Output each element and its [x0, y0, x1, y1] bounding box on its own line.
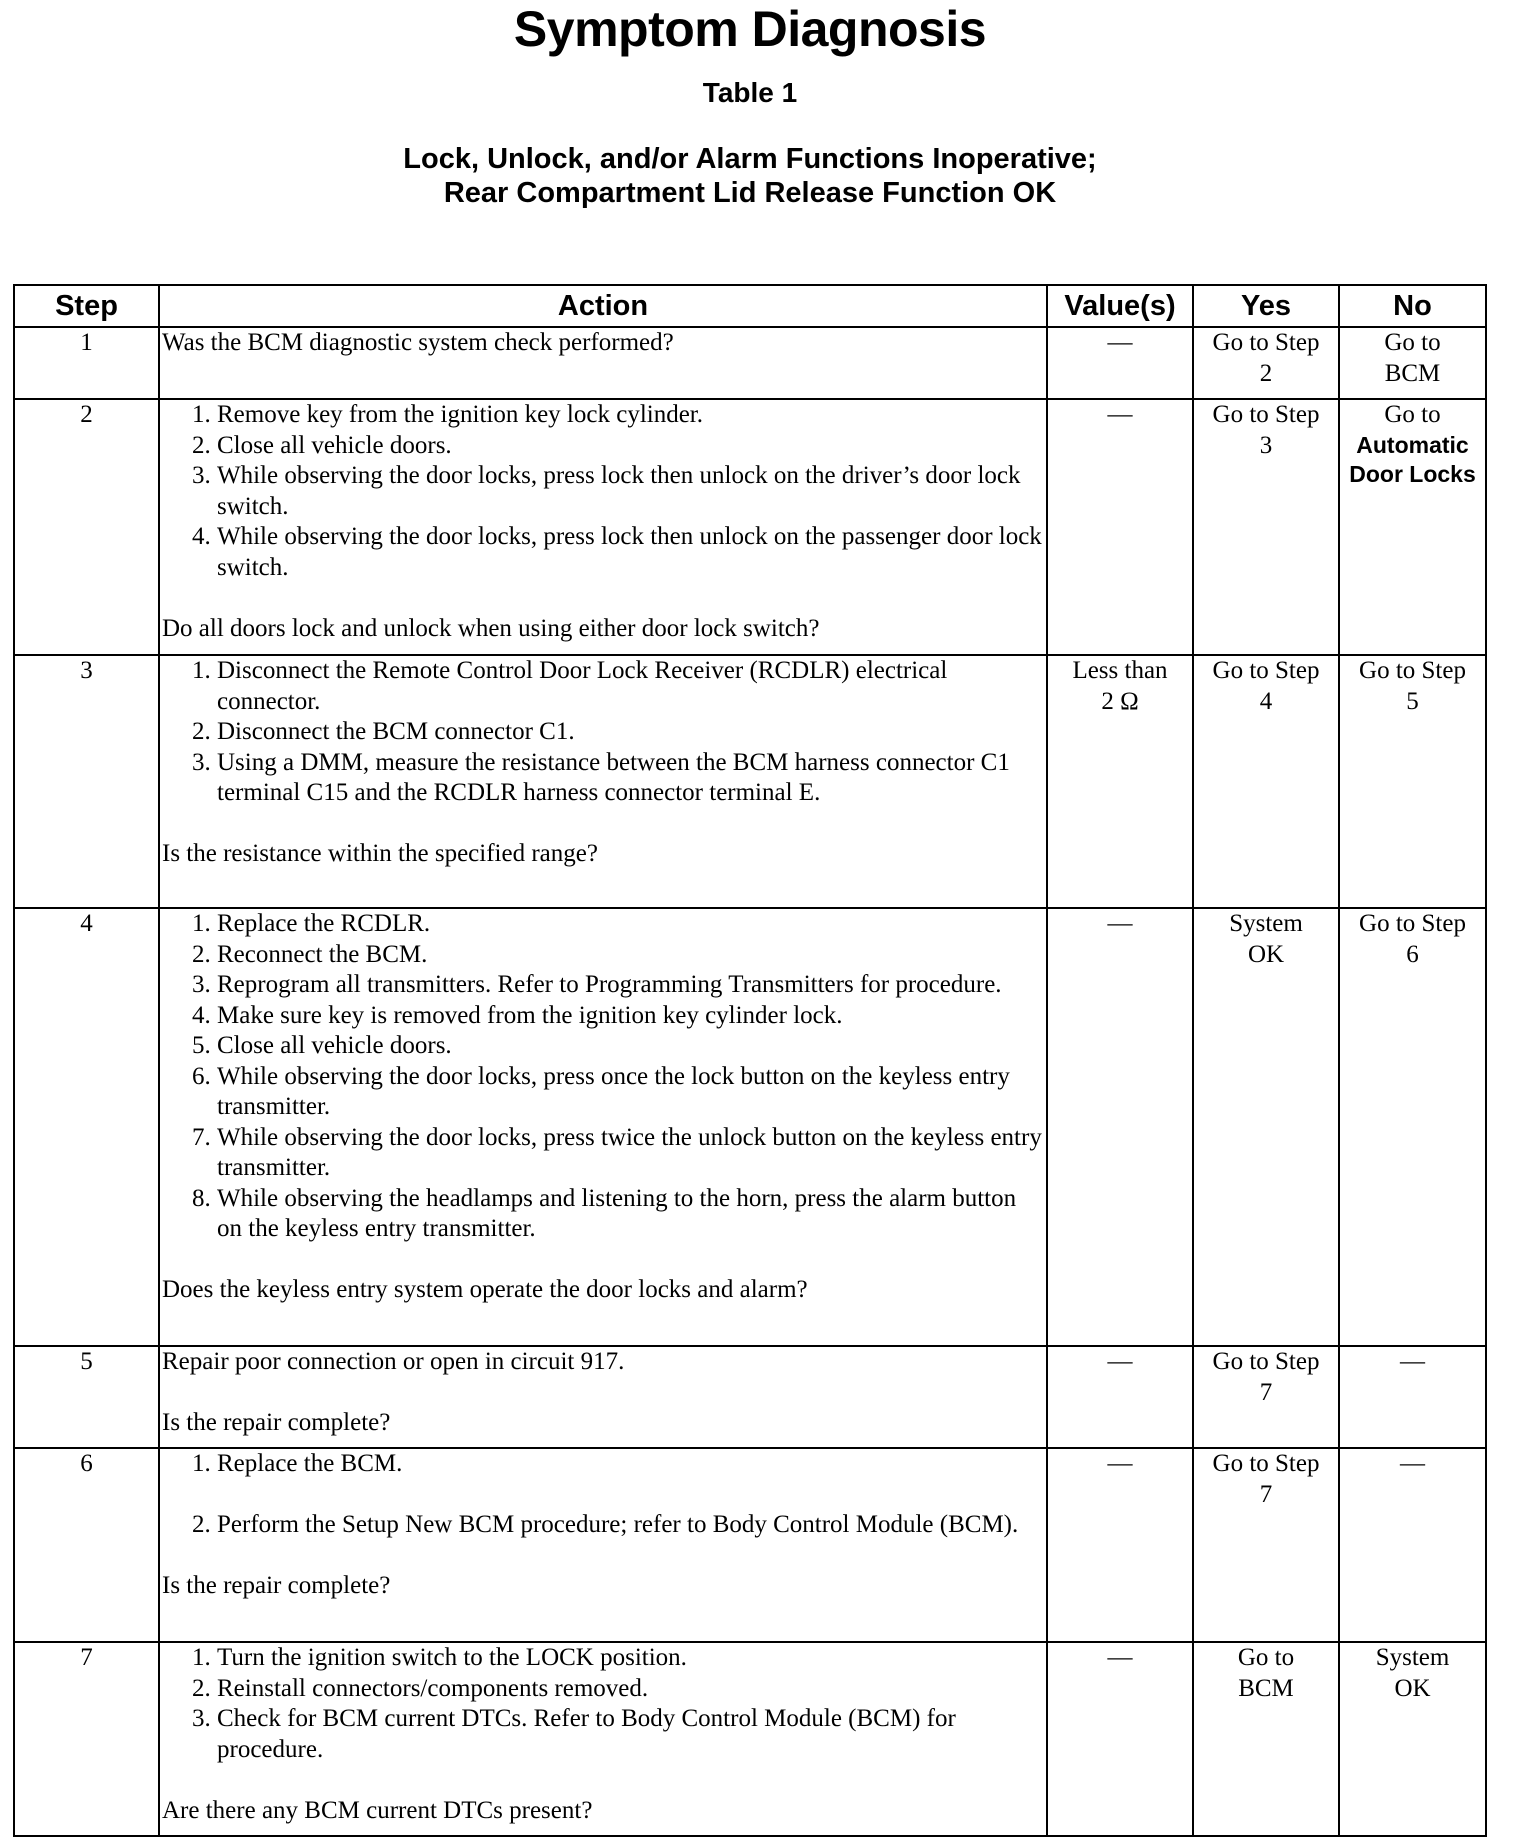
action-cell: [159, 1346, 1047, 1448]
action-cell: [159, 1642, 1047, 1836]
action-list: [160, 909, 1046, 1245]
value-cell: [1047, 655, 1193, 908]
no-cell: [1339, 399, 1486, 655]
no-line: Go to: [1384, 401, 1441, 428]
table-row-step-4: [14, 908, 1486, 1346]
value-line: Less than: [1072, 657, 1168, 684]
table-heading-line-1: Lock, Unlock, and/or Alarm Functions Inoperative;: [403, 143, 1097, 175]
table-heading: [0, 142, 1500, 210]
action-list: [160, 1643, 1046, 1765]
step-question: Was the BCM diagnostic system check performed?: [162, 329, 674, 356]
action-item: 2. Reinstall connectors/components removed.: [217, 1674, 1046, 1705]
table-row-step-7: [14, 1642, 1486, 1836]
yes-cell: [1193, 327, 1339, 399]
header-yes: Yes: [1193, 285, 1339, 327]
yes-cell: [1193, 1642, 1339, 1836]
yes-line: 3: [1259, 431, 1273, 459]
action-item: 4. Make sure key is removed from the ignition key cylinder lock.: [217, 1001, 1046, 1032]
yes-cell: [1193, 399, 1339, 655]
no-line-link: Door Locks: [1349, 460, 1476, 487]
yes-line: BCM: [1238, 1674, 1294, 1702]
value-cell: —: [1047, 399, 1193, 655]
step-question: Is the resistance within the specified range?: [162, 840, 598, 867]
step-number: 2: [14, 399, 159, 655]
no-line-link: Automatic: [1356, 431, 1469, 458]
yes-line: Go to Step: [1212, 1450, 1320, 1477]
action-list: [160, 1449, 1046, 1541]
step-instruction: Repair poor connection or open in circuit 917.: [162, 1348, 625, 1375]
no-cell: [1339, 1642, 1486, 1836]
no-line: Go to: [1384, 329, 1441, 356]
step-number: 7: [14, 1642, 159, 1836]
action-cell: [159, 327, 1047, 399]
action-item: 6. While observing the door locks, press once the lock button on the keyless entry transmitter.: [217, 1062, 1046, 1123]
yes-line: Go to Step: [1212, 657, 1320, 684]
yes-line: OK: [1247, 940, 1285, 968]
yes-line: 4: [1259, 687, 1273, 715]
table-row-step-2: [14, 399, 1486, 655]
step-number: 4: [14, 908, 159, 1346]
yes-cell: [1193, 1346, 1339, 1448]
no-line: 5: [1406, 687, 1419, 715]
action-item: 1. Replace the BCM.: [217, 1449, 1046, 1480]
no-line: 6: [1406, 940, 1419, 968]
action-cell: [159, 399, 1047, 655]
value-cell: —: [1047, 327, 1193, 399]
yes-line: 7: [1259, 1480, 1273, 1508]
no-line: BCM: [1384, 359, 1441, 387]
action-cell: [159, 655, 1047, 908]
no-cell: [1339, 908, 1486, 1346]
step-question: Do all doors lock and unlock when using either door lock switch?: [162, 614, 820, 642]
yes-cell: [1193, 655, 1339, 908]
yes-cell: [1193, 908, 1339, 1346]
action-item: 3. Check for BCM current DTCs. Refer to Body Control Module (BCM) for procedure.: [217, 1704, 1046, 1765]
yes-line: Go to Step: [1212, 401, 1320, 428]
value-cell: —: [1047, 1642, 1193, 1836]
action-item: 7. While observing the door locks, press twice the unlock button on the keyless entry transmitter.: [217, 1123, 1046, 1184]
yes-line: Go to Step: [1212, 1348, 1320, 1375]
action-item: 5. Close all vehicle doors.: [217, 1031, 1046, 1062]
step-number: 6: [14, 1448, 159, 1642]
step-number: 1: [14, 327, 159, 399]
action-item: 2. Disconnect the BCM connector C1.: [217, 717, 1046, 748]
action-item: 8. While observing the headlamps and listening to the horn, press the alarm button on the keyless entry transmitter.: [217, 1184, 1046, 1245]
no-cell: —: [1339, 1448, 1486, 1642]
no-cell: —: [1339, 1346, 1486, 1448]
action-item: 1. Turn the ignition switch to the LOCK position.: [217, 1643, 1046, 1674]
table-row-step-3: [14, 655, 1486, 908]
header-no: No: [1339, 285, 1486, 327]
action-item: 1. Replace the RCDLR.: [217, 909, 1046, 940]
action-cell: [159, 1448, 1047, 1642]
no-cell: [1339, 655, 1486, 908]
page-title: Symptom Diagnosis: [513, 1, 987, 57]
action-list: [160, 400, 1046, 583]
table-row-step-5: [14, 1346, 1486, 1448]
step-question: Does the keyless entry system operate the door locks and alarm?: [162, 1276, 808, 1303]
action-item: 3. Reprogram all transmitters. Refer to Programming Transmitters for procedure.: [217, 970, 1046, 1001]
header-values: Value(s): [1047, 285, 1193, 327]
step-number: 5: [14, 1346, 159, 1448]
table-heading-line-2: Rear Compartment Lid Release Function OK: [443, 177, 1057, 209]
yes-line: 7: [1259, 1378, 1273, 1406]
action-cell: [159, 908, 1047, 1346]
action-item: 1. Disconnect the Remote Control Door Lock Receiver (RCDLR) electrical connector.: [217, 656, 1046, 717]
no-line: Go to Step: [1359, 657, 1466, 684]
yes-line: Go to: [1237, 1644, 1295, 1671]
table-row-step-1: [14, 327, 1486, 399]
header-action: Action: [159, 285, 1047, 327]
value-cell: —: [1047, 1346, 1193, 1448]
yes-line: 2: [1259, 359, 1273, 387]
value-line: 2 Ω: [1101, 687, 1139, 715]
step-question: Are there any BCM current DTCs present?: [162, 1796, 593, 1824]
header-step: Step: [14, 285, 159, 327]
value-cell: —: [1047, 908, 1193, 1346]
action-item: 3. While observing the door locks, press lock then unlock on the driver’s door lock switch.: [217, 461, 1046, 522]
yes-line: System: [1229, 910, 1303, 937]
step-question: Is the repair complete?: [162, 1409, 391, 1436]
action-item: 4. While observing the door locks, press lock then unlock on the passenger door lock switch.: [217, 522, 1046, 583]
action-item: 1. Remove key from the ignition key lock cylinder.: [217, 400, 1046, 431]
no-line: System: [1375, 1644, 1450, 1671]
no-line: Go to Step: [1359, 910, 1466, 937]
table-number: Table 1: [702, 77, 798, 108]
step-number: 3: [14, 655, 159, 908]
no-line: OK: [1394, 1674, 1431, 1702]
action-item: 2. Perform the Setup New BCM procedure; refer to Body Control Module (BCM).: [217, 1510, 1046, 1541]
action-item: 2. Close all vehicle doors.: [217, 431, 1046, 462]
step-question: Is the repair complete?: [162, 1572, 391, 1599]
action-item: 3. Using a DMM, measure the resistance between the BCM harness connector C1 terminal C15 and the RCDLR harness connector terminal E.: [217, 748, 1046, 809]
no-cell: [1339, 327, 1486, 399]
yes-cell: [1193, 1448, 1339, 1642]
yes-line: Go to Step: [1212, 329, 1320, 356]
value-cell: —: [1047, 1448, 1193, 1642]
action-list: [160, 656, 1046, 809]
action-item: 2. Reconnect the BCM.: [217, 940, 1046, 971]
table-row-step-6: [14, 1448, 1486, 1642]
header-row: [14, 285, 1486, 327]
diagnosis-table: [13, 284, 1487, 1837]
